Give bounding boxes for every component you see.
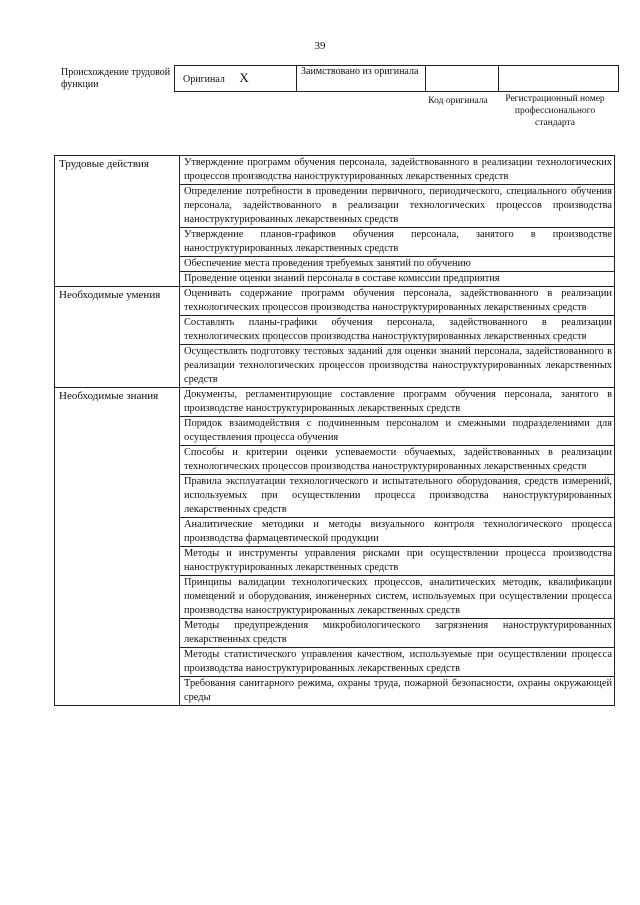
skill-item: Оценивать содержание программ обучения персонала, задействованного в реализации технологических процессов производства наноструктурированных лекарственных средств [180, 287, 615, 316]
knowledge-item: Аналитические методики и методы визуального контроля технологического процесса производства фармацевтической продукции [180, 518, 615, 547]
reg-number-cell [499, 66, 619, 92]
table-row [55, 287, 615, 316]
page-number: 39 [314, 40, 326, 52]
knowledge-item: Методы предупреждения микробиологического загрязнения наноструктурированных лекарственных средств [180, 619, 615, 648]
original-mark: X [239, 70, 249, 85]
skill-item: Осуществлять подготовку тестовых заданий для оценки знаний персонала, задействованного в реализации технологических процессов производства наноструктурированных лекарственных средств [180, 345, 615, 388]
labor-action-item: Утверждение программ обучения персонала, задействованного в реализации технологических процессов производства наноструктурированных лекарственных средств [180, 156, 615, 185]
labor-action-item: Проведение оценки знаний персонала в составе комиссии предприятия [180, 272, 615, 287]
borrowed-cell: Заимствовано из оригинала [297, 66, 426, 92]
original-label: Оригинал [183, 74, 225, 85]
original-cell [175, 66, 297, 92]
knowledge-item: Правила эксплуатации технологического и испытательного оборудования, средств измерений, используемых при осуществлении процесса производства наноструктурированных лекарственных средств [180, 475, 615, 518]
knowledge-item: Документы, регламентирующие составление программ обучения персонала, занятого в производстве наноструктурированных лекарственных средств [180, 388, 615, 417]
labor-action-item: Утверждение планов-графиков обучения персонала, занятого в производстве наноструктурированных лекарственных средств [180, 228, 615, 257]
labor-function-table [54, 155, 615, 706]
table-row [55, 156, 615, 185]
labor-action-item: Определение потребности в проведении первичного, периодического, специального обучения персонала, задействованного в реализации технологических процессов производства наноструктурированных лекарственных средств [180, 185, 615, 228]
table-row [55, 388, 615, 417]
section-label-skills: Необходимые умения [55, 287, 180, 388]
knowledge-item: Порядок взаимодействия с подчиненным персоналом и смежными подразделениями для осуществления процесса обучения [180, 417, 615, 446]
knowledge-item: Принципы валидации технологических процессов, аналитических методик, квалификации помещений и оборудования, инженерных систем, используемых при осуществлении процесса производства наноструктурированных лекарственных средств [180, 576, 615, 619]
origin-table [174, 65, 619, 92]
origin-label: Происхождение трудовой функции [61, 67, 171, 90]
code-caption: Код оригинала [428, 96, 488, 106]
knowledge-item: Способы и критерии оценки успеваемости обучаемых, задействованных в реализации технологических процессов производства наноструктурированных лекарственных средств [180, 446, 615, 475]
section-label-knowledge: Необходимые знания [55, 388, 180, 706]
labor-action-item: Обеспечение места проведения требуемых занятий по обучению [180, 257, 615, 272]
knowledge-item: Методы и инструменты управления рисками при осуществлении процесса производства наноструктурированных лекарственных средств [180, 547, 615, 576]
skill-item: Составлять планы-графики обучения персонала, задействованного в реализации технологических процессов производства наноструктурированных лекарственных средств [180, 316, 615, 345]
section-label-labor-actions: Трудовые действия [55, 156, 180, 287]
knowledge-item: Требования санитарного режима, охраны труда, пожарной безопасности, охраны окружающей среды [180, 677, 615, 706]
reg-number-caption: Регистрационный номер профессионального стандарта [505, 94, 605, 128]
knowledge-item: Методы статистического управления качеством, используемые при осуществлении процесса производства наноструктурированных лекарственных средств [180, 648, 615, 677]
code-cell [426, 66, 499, 92]
